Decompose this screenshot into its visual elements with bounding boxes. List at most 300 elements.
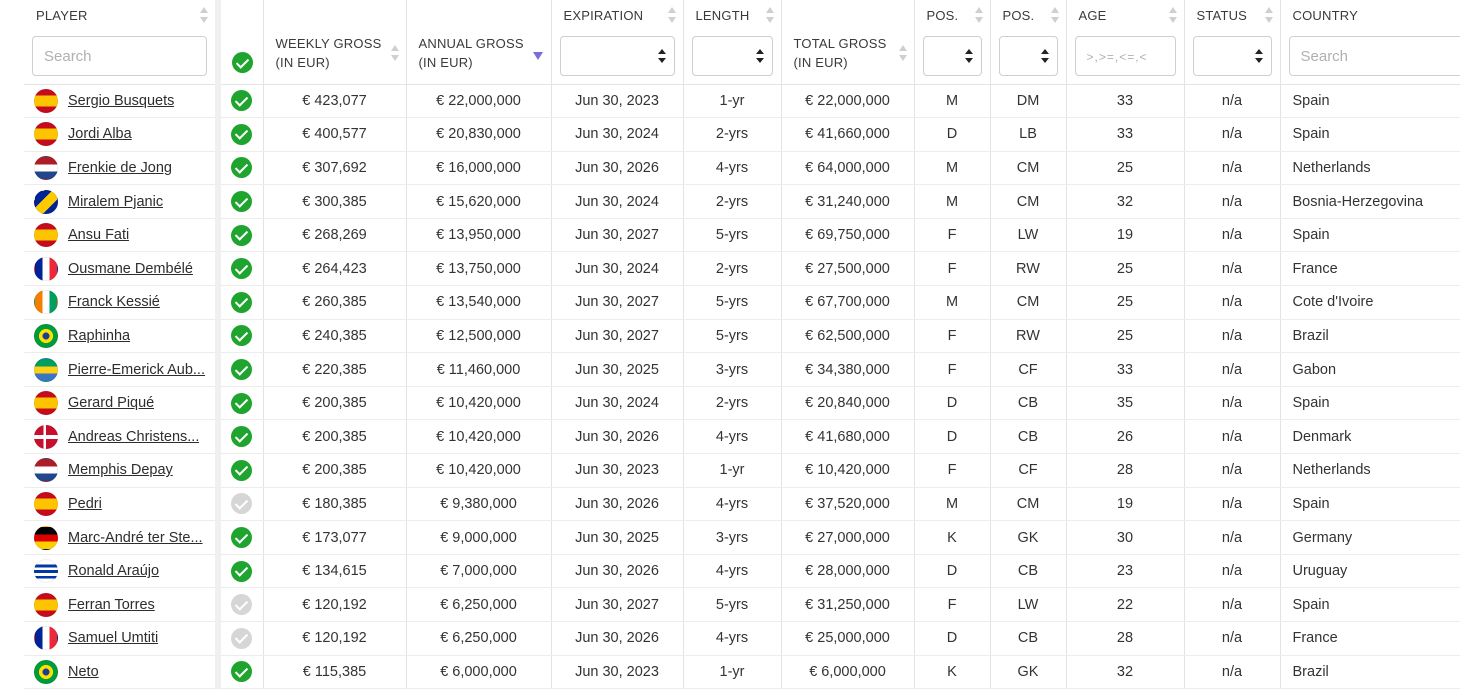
length-cell: 4-yrs <box>683 420 781 454</box>
flag-netherlands-icon <box>34 458 58 482</box>
player-name-link[interactable]: Miralem Pjanic <box>68 193 164 210</box>
country-cell: Spain <box>1280 84 1460 118</box>
age-cell: 28 <box>1066 622 1184 656</box>
flag-bosnia-icon <box>34 190 58 214</box>
col-header-pos1[interactable] <box>914 0 990 84</box>
weekly-gross-cell: € 260,385 <box>263 286 406 320</box>
flag-netherlands-icon <box>34 156 58 180</box>
player-name-link[interactable]: Andreas Christens... <box>68 428 200 445</box>
status-cell: n/a <box>1184 84 1280 118</box>
sort-icon[interactable] <box>975 6 984 24</box>
annual-gross-cell: € 6,000,000 <box>406 655 551 689</box>
table-row[interactable] <box>24 655 1460 689</box>
age-cell: 30 <box>1066 521 1184 555</box>
total-header-label <box>794 34 887 72</box>
col-header-status[interactable] <box>1184 0 1280 84</box>
age-cell: 19 <box>1066 218 1184 252</box>
sort-icon[interactable] <box>899 44 908 62</box>
status-cell: n/a <box>1184 151 1280 185</box>
expiration-cell: Jun 30, 2027 <box>551 588 683 622</box>
pos2-filter-select[interactable] <box>999 36 1058 76</box>
total-gross-cell: € 31,250,000 <box>781 588 914 622</box>
country-header-label: COUNTRY <box>1292 8 1358 23</box>
pos1-cell: F <box>914 454 990 488</box>
country-cell: Spain <box>1280 118 1460 152</box>
check-circle-icon <box>231 258 252 279</box>
age-cell: 25 <box>1066 252 1184 286</box>
player-cell[interactable] <box>24 319 218 353</box>
expiration-filter-select[interactable] <box>560 36 675 76</box>
check-circle-icon <box>231 561 252 582</box>
check-circle-icon <box>231 661 252 682</box>
weekly-gross-cell: € 307,692 <box>263 151 406 185</box>
annual-gross-cell: € 9,380,000 <box>406 487 551 521</box>
table-body <box>24 84 1460 689</box>
col-header-length[interactable] <box>683 0 781 84</box>
table-row[interactable] <box>24 185 1460 219</box>
length-cell: 2-yrs <box>683 386 781 420</box>
player-cell[interactable] <box>24 588 218 622</box>
flag-france-icon <box>34 626 58 650</box>
annual-gross-cell: € 13,950,000 <box>406 218 551 252</box>
select-caret-icon <box>965 49 973 63</box>
pos2-cell: LB <box>990 118 1066 152</box>
weekly-header-label <box>276 34 382 72</box>
pos2-cell: CM <box>990 286 1066 320</box>
pos2-header-label: POS. <box>1002 8 1035 23</box>
annual-gross-cell: € 13,540,000 <box>406 286 551 320</box>
pos2-cell: LW <box>990 588 1066 622</box>
pos1-cell: K <box>914 521 990 555</box>
length-cell: 5-yrs <box>683 588 781 622</box>
player-name-link[interactable]: Ansu Fati <box>68 227 130 244</box>
pos1-cell: F <box>914 353 990 387</box>
length-cell: 5-yrs <box>683 218 781 252</box>
col-header-expiration[interactable] <box>551 0 683 84</box>
length-cell: 1-yr <box>683 454 781 488</box>
length-cell: 4-yrs <box>683 622 781 656</box>
verified-cell <box>218 588 263 622</box>
total-gross-cell: € 34,380,000 <box>781 353 914 387</box>
flag-spain-icon <box>34 122 58 146</box>
check-circle-icon <box>231 426 252 447</box>
check-circle-icon <box>231 393 252 414</box>
country-cell: Bosnia-Herzegovina <box>1280 185 1460 219</box>
header-row <box>24 0 1460 84</box>
verified-cell <box>218 252 263 286</box>
weekly-gross-cell: € 173,077 <box>263 521 406 555</box>
pos2-cell: CM <box>990 487 1066 521</box>
age-cell: 28 <box>1066 454 1184 488</box>
check-circle-icon <box>231 225 252 246</box>
player-cell[interactable] <box>24 420 218 454</box>
total-gross-cell: € 22,000,000 <box>781 84 914 118</box>
age-header-label: AGE <box>1078 8 1107 23</box>
pos2-cell: CM <box>990 151 1066 185</box>
weekly-gross-cell: € 200,385 <box>263 454 406 488</box>
player-search-input[interactable] <box>32 36 207 76</box>
expiration-cell: Jun 30, 2026 <box>551 622 683 656</box>
player-cell[interactable] <box>24 286 218 320</box>
table-row[interactable] <box>24 622 1460 656</box>
col-header-total[interactable] <box>781 0 914 84</box>
status-cell: n/a <box>1184 420 1280 454</box>
verified-cell <box>218 622 263 656</box>
player-cell[interactable] <box>24 185 218 219</box>
expiration-cell: Jun 30, 2025 <box>551 353 683 387</box>
table-row[interactable] <box>24 286 1460 320</box>
flag-spain-icon <box>34 223 58 247</box>
table-row[interactable] <box>24 521 1460 555</box>
status-cell: n/a <box>1184 185 1280 219</box>
table-row[interactable] <box>24 151 1460 185</box>
length-cell: 5-yrs <box>683 286 781 320</box>
pos2-cell: CB <box>990 622 1066 656</box>
annual-gross-cell: € 7,000,000 <box>406 554 551 588</box>
status-cell: n/a <box>1184 487 1280 521</box>
length-filter-select[interactable] <box>692 36 773 76</box>
length-cell: 1-yr <box>683 655 781 689</box>
pos1-cell: K <box>914 655 990 689</box>
status-header-label: STATUS <box>1196 8 1248 23</box>
weekly-gross-cell: € 200,385 <box>263 420 406 454</box>
table-row[interactable] <box>24 487 1460 521</box>
weekly-gross-cell: € 120,192 <box>263 588 406 622</box>
age-cell: 19 <box>1066 487 1184 521</box>
status-cell: n/a <box>1184 622 1280 656</box>
player-cell[interactable] <box>24 521 218 555</box>
country-cell: Spain <box>1280 487 1460 521</box>
pos1-cell: M <box>914 84 990 118</box>
player-cell[interactable] <box>24 118 218 152</box>
select-caret-icon <box>756 49 764 63</box>
weekly-gross-cell: € 423,077 <box>263 84 406 118</box>
select-caret-icon <box>1041 49 1049 63</box>
total-gross-cell: € 69,750,000 <box>781 218 914 252</box>
player-cell[interactable] <box>24 252 218 286</box>
check-circle-icon <box>231 594 252 615</box>
weekly-header-line1: WEEKLY GROSS <box>275 36 382 51</box>
check-circle-icon <box>231 325 252 346</box>
status-cell: n/a <box>1184 454 1280 488</box>
weekly-header-line2: (IN EUR) <box>275 55 330 70</box>
table-row[interactable] <box>24 353 1460 387</box>
total-gross-cell: € 62,500,000 <box>781 319 914 353</box>
player-name-link[interactable]: Samuel Umtiti <box>68 630 159 647</box>
select-caret-icon <box>1255 49 1263 63</box>
player-name-link[interactable]: Raphinha <box>68 327 131 344</box>
weekly-gross-cell: € 268,269 <box>263 218 406 252</box>
pos1-filter-select[interactable] <box>923 36 982 76</box>
player-name-link[interactable]: Ousmane Dembélé <box>68 260 193 277</box>
country-search-input[interactable] <box>1289 36 1460 76</box>
flag-ivory-coast-icon <box>34 290 58 314</box>
expiration-cell: Jun 30, 2024 <box>551 118 683 152</box>
annual-gross-cell: € 20,830,000 <box>406 118 551 152</box>
total-gross-cell: € 64,000,000 <box>781 151 914 185</box>
age-cell: 25 <box>1066 151 1184 185</box>
flag-germany-icon <box>34 526 58 550</box>
player-cell[interactable] <box>24 218 218 252</box>
age-cell: 33 <box>1066 118 1184 152</box>
pos2-cell: CB <box>990 420 1066 454</box>
total-header-line1: TOTAL GROSS <box>793 36 887 51</box>
length-cell: 4-yrs <box>683 487 781 521</box>
expiration-cell: Jun 30, 2023 <box>551 84 683 118</box>
player-name-link[interactable]: Frenkie de Jong <box>68 159 172 176</box>
total-gross-cell: € 37,520,000 <box>781 487 914 521</box>
pos1-cell: M <box>914 487 990 521</box>
country-cell: Germany <box>1280 521 1460 555</box>
flag-uruguay-icon <box>34 559 58 583</box>
sort-icon[interactable] <box>1051 6 1060 24</box>
table-row[interactable] <box>24 454 1460 488</box>
status-filter-select[interactable] <box>1193 36 1272 76</box>
annual-gross-cell: € 16,000,000 <box>406 151 551 185</box>
pos2-cell: DM <box>990 84 1066 118</box>
verified-cell <box>218 554 263 588</box>
expiration-cell: Jun 30, 2027 <box>551 319 683 353</box>
select-caret-icon <box>658 49 666 63</box>
flag-spain-icon <box>34 593 58 617</box>
sort-icon[interactable] <box>668 6 677 24</box>
status-cell: n/a <box>1184 118 1280 152</box>
length-cell: 4-yrs <box>683 554 781 588</box>
status-cell: n/a <box>1184 252 1280 286</box>
player-cell[interactable] <box>24 386 218 420</box>
length-cell: 3-yrs <box>683 353 781 387</box>
age-cell: 23 <box>1066 554 1184 588</box>
expiration-header-label: EXPIRATION <box>563 8 644 23</box>
age-cell: 33 <box>1066 353 1184 387</box>
age-cell: 32 <box>1066 655 1184 689</box>
pos1-cell: D <box>914 622 990 656</box>
verified-cell <box>218 218 263 252</box>
check-circle-icon <box>231 527 252 548</box>
verified-cell <box>218 286 263 320</box>
annual-gross-cell: € 12,500,000 <box>406 319 551 353</box>
expiration-cell: Jun 30, 2024 <box>551 386 683 420</box>
expiration-cell: Jun 30, 2023 <box>551 454 683 488</box>
player-name-link[interactable]: Marc-André ter Ste... <box>68 529 203 546</box>
expiration-cell: Jun 30, 2023 <box>551 655 683 689</box>
verified-cell <box>218 454 263 488</box>
weekly-gross-cell: € 264,423 <box>263 252 406 286</box>
table-row[interactable] <box>24 118 1460 152</box>
age-cell: 25 <box>1066 286 1184 320</box>
status-cell: n/a <box>1184 353 1280 387</box>
total-gross-cell: € 27,500,000 <box>781 252 914 286</box>
status-cell: n/a <box>1184 655 1280 689</box>
check-circle-icon <box>231 493 252 514</box>
country-cell: Spain <box>1280 386 1460 420</box>
age-cell: 22 <box>1066 588 1184 622</box>
player-name-link[interactable]: Ronald Araújo <box>68 563 160 580</box>
pos1-cell: F <box>914 588 990 622</box>
annual-gross-cell: € 10,420,000 <box>406 420 551 454</box>
total-gross-cell: € 41,680,000 <box>781 420 914 454</box>
col-header-pos2[interactable] <box>990 0 1066 84</box>
player-name-link[interactable]: Pedri <box>68 495 102 512</box>
total-header-line2: (IN EUR) <box>793 55 848 70</box>
status-cell: n/a <box>1184 588 1280 622</box>
player-cell[interactable] <box>24 353 218 387</box>
total-gross-cell: € 6,000,000 <box>781 655 914 689</box>
country-cell: Netherlands <box>1280 454 1460 488</box>
annual-gross-cell: € 13,750,000 <box>406 252 551 286</box>
expiration-cell: Jun 30, 2026 <box>551 554 683 588</box>
check-circle-icon <box>231 292 252 313</box>
length-cell: 2-yrs <box>683 185 781 219</box>
check-circle-icon <box>231 460 252 481</box>
player-name-link[interactable]: Jordi Alba <box>68 126 132 143</box>
player-name-link[interactable]: Neto <box>68 663 99 680</box>
col-header-annual[interactable] <box>406 0 551 84</box>
expiration-cell: Jun 30, 2027 <box>551 218 683 252</box>
player-cell[interactable] <box>24 554 218 588</box>
country-cell: Gabon <box>1280 353 1460 387</box>
player-name-link[interactable]: Ferran Torres <box>68 596 155 613</box>
check-circle-icon[interactable] <box>232 52 253 73</box>
length-cell: 2-yrs <box>683 252 781 286</box>
annual-header-label <box>419 34 524 72</box>
country-cell: Brazil <box>1280 655 1460 689</box>
verified-cell <box>218 487 263 521</box>
pos1-cell: D <box>914 420 990 454</box>
length-cell: 1-yr <box>683 84 781 118</box>
expiration-cell: Jun 30, 2026 <box>551 420 683 454</box>
annual-header-line1: ANNUAL GROSS <box>418 36 524 51</box>
verified-cell <box>218 151 263 185</box>
table-row[interactable] <box>24 588 1460 622</box>
total-gross-cell: € 25,000,000 <box>781 622 914 656</box>
player-cell[interactable] <box>24 454 218 488</box>
col-header-country[interactable] <box>1280 0 1460 84</box>
age-cell: 26 <box>1066 420 1184 454</box>
col-header-player[interactable] <box>24 0 218 84</box>
pos1-cell: F <box>914 218 990 252</box>
pos1-cell: M <box>914 286 990 320</box>
weekly-gross-cell: € 180,385 <box>263 487 406 521</box>
country-cell: Brazil <box>1280 319 1460 353</box>
pos1-header-label: POS. <box>926 8 959 23</box>
table-row[interactable] <box>24 84 1460 118</box>
country-cell: Netherlands <box>1280 151 1460 185</box>
expiration-cell: Jun 30, 2024 <box>551 252 683 286</box>
player-cell[interactable] <box>24 84 218 118</box>
flag-brazil-icon <box>34 660 58 684</box>
col-header-age[interactable] <box>1066 0 1184 84</box>
pos2-cell: GK <box>990 521 1066 555</box>
expiration-cell: Jun 30, 2026 <box>551 151 683 185</box>
country-cell: Cote d'Ivoire <box>1280 286 1460 320</box>
player-name-link[interactable]: Franck Kessié <box>68 294 160 311</box>
sort-icon[interactable] <box>1169 6 1178 24</box>
player-name-link[interactable]: Memphis Depay <box>68 462 173 479</box>
country-cell: France <box>1280 252 1460 286</box>
sort-icon[interactable] <box>1265 6 1274 24</box>
table-row[interactable] <box>24 554 1460 588</box>
country-cell: Denmark <box>1280 420 1460 454</box>
table-row[interactable] <box>24 420 1460 454</box>
col-header-verified <box>218 0 263 84</box>
annual-gross-cell: € 15,620,000 <box>406 185 551 219</box>
weekly-gross-cell: € 134,615 <box>263 554 406 588</box>
total-gross-cell: € 20,840,000 <box>781 386 914 420</box>
length-cell: 5-yrs <box>683 319 781 353</box>
player-cell[interactable] <box>24 622 218 656</box>
player-cell[interactable] <box>24 487 218 521</box>
country-cell: Spain <box>1280 588 1460 622</box>
age-cell: 35 <box>1066 386 1184 420</box>
player-cell[interactable] <box>24 655 218 689</box>
expiration-cell: Jun 30, 2026 <box>551 487 683 521</box>
age-filter-input[interactable] <box>1075 36 1176 76</box>
length-header-label: LENGTH <box>695 8 750 23</box>
annual-gross-cell: € 11,460,000 <box>406 353 551 387</box>
check-circle-icon <box>231 157 252 178</box>
flag-gabon-icon <box>34 358 58 382</box>
weekly-gross-cell: € 220,385 <box>263 353 406 387</box>
flag-denmark-icon <box>34 425 58 449</box>
pos2-cell: RW <box>990 319 1066 353</box>
pos2-cell: CF <box>990 353 1066 387</box>
annual-gross-cell: € 10,420,000 <box>406 386 551 420</box>
weekly-gross-cell: € 300,385 <box>263 185 406 219</box>
weekly-gross-cell: € 200,385 <box>263 386 406 420</box>
player-name-link[interactable]: Gerard Piqué <box>68 395 155 412</box>
verified-cell <box>218 84 263 118</box>
status-cell: n/a <box>1184 319 1280 353</box>
col-header-weekly[interactable] <box>263 0 406 84</box>
expiration-cell: Jun 30, 2027 <box>551 286 683 320</box>
status-cell: n/a <box>1184 386 1280 420</box>
table-row[interactable] <box>24 386 1460 420</box>
check-circle-icon <box>231 124 252 145</box>
sort-descending-icon[interactable] <box>533 52 543 60</box>
sort-icon[interactable] <box>391 44 400 62</box>
total-gross-cell: € 27,000,000 <box>781 521 914 555</box>
verified-cell <box>218 185 263 219</box>
player-cell[interactable] <box>24 151 218 185</box>
verified-cell <box>218 353 263 387</box>
sort-icon[interactable] <box>766 6 775 24</box>
status-cell: n/a <box>1184 521 1280 555</box>
expiration-cell: Jun 30, 2025 <box>551 521 683 555</box>
annual-gross-cell: € 10,420,000 <box>406 454 551 488</box>
length-cell: 2-yrs <box>683 118 781 152</box>
sort-icon[interactable] <box>200 6 209 24</box>
status-cell: n/a <box>1184 554 1280 588</box>
flag-spain-icon <box>34 492 58 516</box>
weekly-gross-cell: € 400,577 <box>263 118 406 152</box>
pos2-cell: CM <box>990 185 1066 219</box>
table-row[interactable] <box>24 218 1460 252</box>
country-cell: Uruguay <box>1280 554 1460 588</box>
total-gross-cell: € 31,240,000 <box>781 185 914 219</box>
age-cell: 33 <box>1066 84 1184 118</box>
table-row[interactable] <box>24 252 1460 286</box>
age-cell: 25 <box>1066 319 1184 353</box>
check-circle-icon <box>231 628 252 649</box>
player-name-link[interactable]: Sergio Busquets <box>68 92 175 109</box>
pos1-cell: M <box>914 151 990 185</box>
salary-table <box>24 0 1460 689</box>
player-name-link[interactable]: Pierre-Emerick Aub... <box>68 361 205 378</box>
table-row[interactable] <box>24 319 1460 353</box>
annual-gross-cell: € 9,000,000 <box>406 521 551 555</box>
length-cell: 4-yrs <box>683 151 781 185</box>
